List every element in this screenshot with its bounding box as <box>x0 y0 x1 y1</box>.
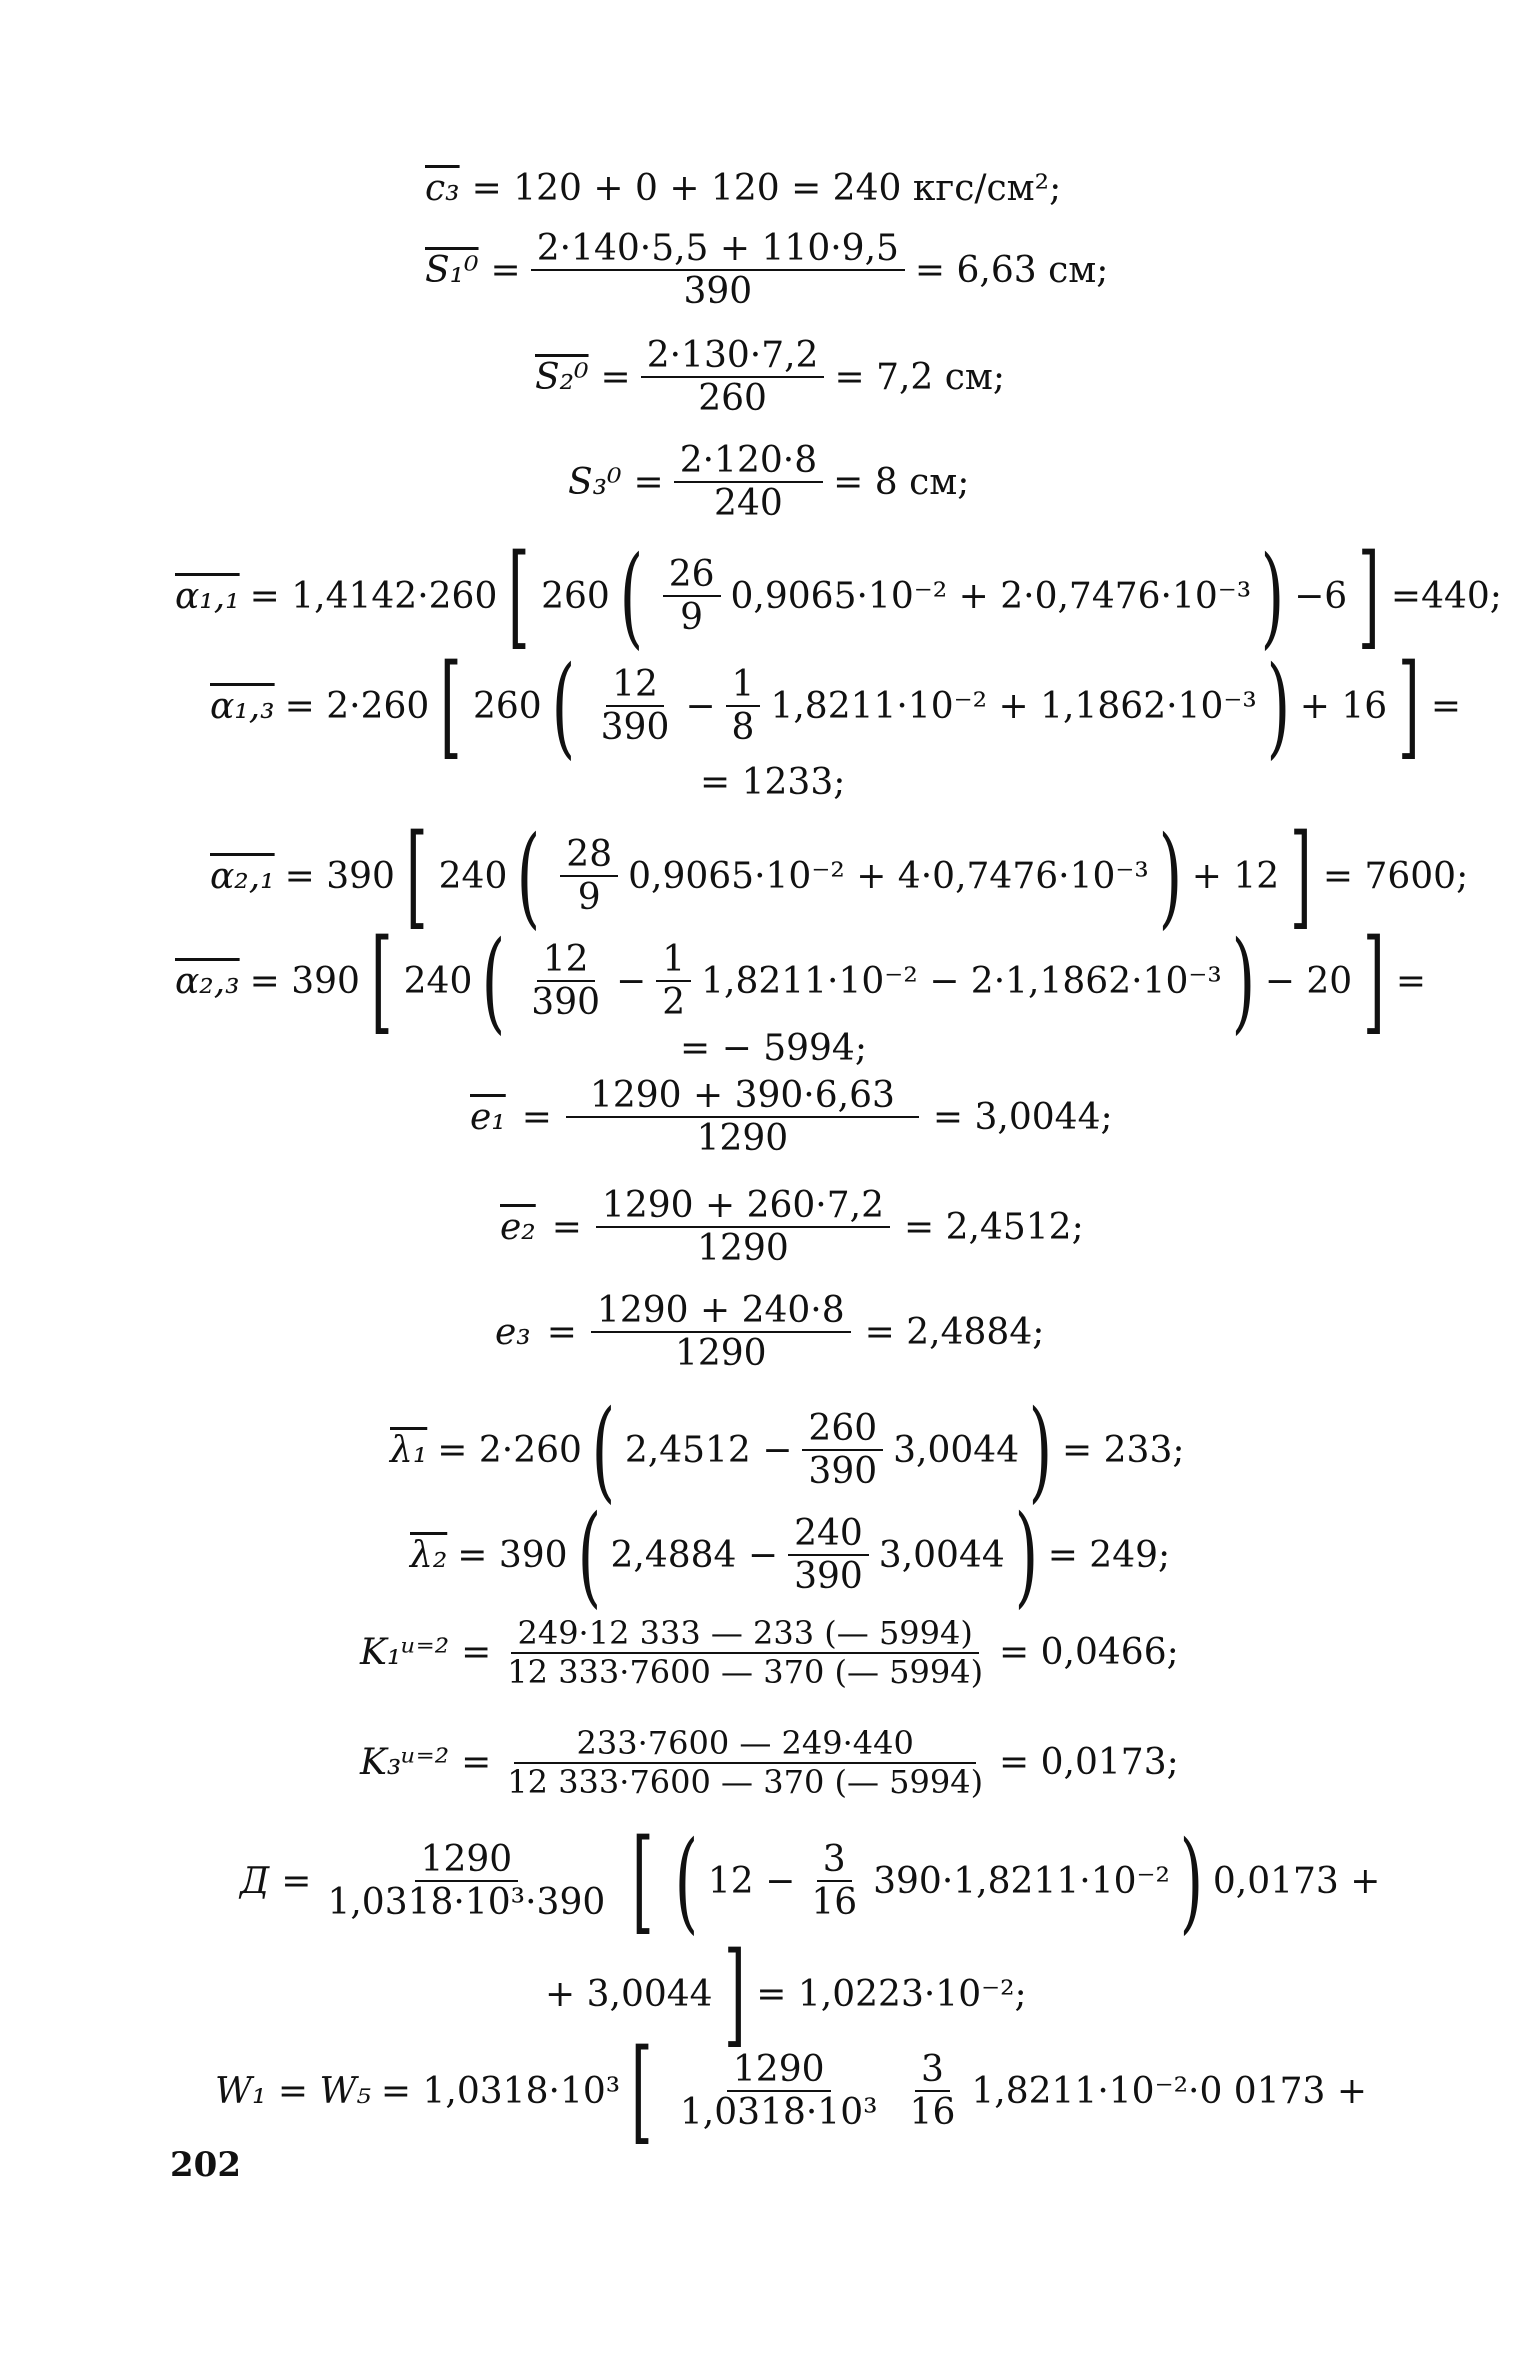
eq-term: = 390 <box>284 855 395 897</box>
numerator: 1290 + 260·7,2 <box>596 1185 890 1228</box>
right-paren: ) <box>1158 812 1183 940</box>
eq-sign: = <box>546 1311 577 1353</box>
right-paren: ) <box>1260 532 1285 660</box>
eq-rhs: = 120 + 0 + 120 = 240 кгс/см²; <box>471 168 1062 209</box>
numerator: 240 <box>788 1513 869 1556</box>
right-paren: ) <box>1014 1491 1039 1619</box>
eq-rhs: = 0,0173; <box>999 1742 1179 1784</box>
equation-e2 <box>500 1185 1084 1270</box>
equation-d <box>240 1816 1381 1946</box>
eq-lhs: e₂ <box>500 1206 536 1248</box>
eq-lhs: Д <box>240 1860 270 1902</box>
equation-s2 <box>535 335 1005 420</box>
fraction <box>501 1725 989 1801</box>
equation-e1 <box>470 1075 1113 1160</box>
eq-rhs: = 8 см; <box>833 461 970 503</box>
eq-rhs: = 1233; <box>700 762 846 803</box>
left-paren: ( <box>674 1817 699 1945</box>
denominator: 16 <box>811 1882 858 1923</box>
right-paren: ) <box>1266 642 1291 770</box>
eq-term: = 1,4142·260 <box>249 575 498 617</box>
eq-lhs: c₃ <box>425 168 460 209</box>
eq-term: 390·1,8211·10⁻² <box>873 1860 1170 1902</box>
fraction <box>595 664 676 749</box>
numerator: 249·12 333 — 233 (— 5994) <box>511 1615 978 1654</box>
eq-term: = 390 <box>249 960 360 1002</box>
fraction <box>788 1513 869 1598</box>
eq-sign: = <box>461 1742 492 1784</box>
fraction <box>560 834 618 919</box>
eq-term: = 1,0318·10³ <box>380 2070 621 2112</box>
numerator: 3 <box>915 2049 950 2092</box>
eq-lhs: S₁⁰ <box>425 249 479 291</box>
left-paren: ( <box>591 1386 616 1514</box>
left-paren: ( <box>517 812 541 940</box>
right-bracket: ] <box>1363 916 1385 1046</box>
fraction <box>566 1075 919 1160</box>
eq-operator: − <box>616 960 647 1002</box>
right-bracket: ] <box>1398 641 1420 771</box>
left-bracket: [ <box>631 2026 653 2156</box>
fraction <box>904 2049 962 2134</box>
eq-term: = 390 <box>457 1534 568 1576</box>
denominator: 390 <box>683 271 753 313</box>
denominator: 390 <box>600 707 670 748</box>
eq-operator: − <box>685 685 716 727</box>
denominator: 12 333·7600 — 370 (— 5994) <box>507 1652 984 1691</box>
eq-lhs: K₃ᵘ⁼² <box>360 1742 450 1784</box>
fraction <box>674 440 823 525</box>
eq-sign: = <box>521 1096 552 1138</box>
eq-rhs: = − 5994; <box>680 1028 867 1069</box>
eq-term: = 2·260 <box>437 1429 582 1471</box>
eq-rhs: = 0,0466; <box>999 1632 1179 1674</box>
eq-term: 240 <box>438 855 508 897</box>
denominator: 390 <box>794 1556 863 1597</box>
eq-term: = 2·260 <box>284 685 430 727</box>
eq-lhs: K₁ᵘ⁼² <box>360 1632 450 1674</box>
eq-term: 2,4512 − <box>624 1429 793 1471</box>
eq-rhs: = 1,0223·10⁻²; <box>756 1973 1027 2015</box>
numerator: 26 <box>663 554 721 597</box>
eq-rhs: 0,0173 + <box>1212 1860 1381 1902</box>
eq-lhs: e₁ <box>470 1096 506 1138</box>
eq-lhs: W₁ = W₅ <box>215 2070 371 2112</box>
denominator: 12 333·7600 — 370 (— 5994) <box>507 1762 984 1801</box>
eq-term: 260 <box>541 575 610 617</box>
equation-lambda1 <box>390 1386 1185 1514</box>
eq-term: − 20 <box>1264 960 1353 1002</box>
eq-lhs: S₂⁰ <box>535 356 589 398</box>
fraction <box>674 2049 884 2134</box>
eq-lhs: e₃ <box>495 1311 531 1353</box>
left-bracket: [ <box>370 916 393 1046</box>
eq-term: + 16 <box>1299 685 1388 727</box>
eq-lhs: λ₁ <box>390 1429 428 1471</box>
eq-rhs: = 3,0044; <box>932 1096 1113 1138</box>
eq-sign: = <box>633 461 664 503</box>
eq-term: 0,9065·10⁻² + 2·0,7476·10⁻³ <box>730 575 1252 617</box>
left-paren: ( <box>482 917 506 1045</box>
denominator: 1290 <box>697 1228 789 1270</box>
left-bracket: [ <box>405 811 428 941</box>
numerator: 12 <box>537 939 595 982</box>
fraction <box>641 335 825 420</box>
eq-lhs: λ₂ <box>410 1534 448 1576</box>
eq-sign: = <box>490 249 521 291</box>
equation-lambda2 <box>410 1491 1171 1619</box>
equation-alpha23 <box>175 916 1427 1046</box>
eq-term: −6 <box>1294 575 1348 617</box>
fraction <box>321 1839 611 1924</box>
eq-term: 240 <box>403 960 473 1002</box>
eq-term: 1,8211·10⁻²·0 0173 + <box>971 2070 1368 2112</box>
eq-lhs: α₁,₃ <box>210 685 275 727</box>
eq-rhs: = 7,2 см; <box>834 356 1006 398</box>
denominator: 260 <box>698 378 767 420</box>
right-paren: ) <box>1179 1817 1204 1945</box>
equation-alpha11 <box>175 531 1502 661</box>
equation-c3 <box>425 168 1061 209</box>
equation-e3 <box>495 1290 1044 1375</box>
eq-rhs: = 7600; <box>1322 855 1469 897</box>
fraction <box>591 1290 851 1375</box>
right-bracket: ] <box>1290 811 1312 941</box>
numerator: 1290 + 390·6,63 <box>566 1075 919 1118</box>
eq-term: + 3,0044 <box>545 1973 713 2015</box>
equation-continuation <box>545 1929 1027 2059</box>
eq-term: 1,8211·10⁻² − 2·1,1862·10⁻³ <box>701 960 1222 1002</box>
eq-term: 2,4884 − <box>610 1534 779 1576</box>
eq-sign: = <box>461 1632 492 1674</box>
eq-rhs: = 249; <box>1047 1534 1171 1576</box>
denominator: 1,0318·10³·390 <box>327 1882 606 1923</box>
equation-alpha21 <box>210 811 1469 941</box>
right-bracket: ] <box>1358 531 1380 661</box>
equation-k1 <box>360 1615 1179 1691</box>
equation-k3 <box>360 1725 1179 1801</box>
eq-rhs: = 6,63 см; <box>914 249 1109 291</box>
numerator: 1290 <box>727 2049 831 2092</box>
denominator: 390 <box>531 982 601 1023</box>
fraction <box>596 1185 890 1270</box>
numerator: 233·7600 — 249·440 <box>514 1725 975 1764</box>
fraction <box>726 664 761 749</box>
right-paren: ) <box>1028 1386 1053 1514</box>
left-bracket: [ <box>508 531 531 661</box>
fraction <box>802 1408 883 1493</box>
fraction <box>663 554 721 639</box>
equation-s3 <box>568 440 969 525</box>
right-paren: ) <box>1231 917 1256 1045</box>
eq-term: 0,9065·10⁻² + 4·0,7476·10⁻³ <box>628 855 1149 897</box>
denominator: 16 <box>909 2092 956 2133</box>
equation-w1 <box>215 2026 1368 2156</box>
numerator: 2·130·7,2 <box>641 335 825 378</box>
eq-sign: = <box>551 1206 582 1248</box>
numerator: 2·140·5,5 + 110·9,5 <box>531 228 905 271</box>
left-bracket: [ <box>632 1816 655 1946</box>
eq-rhs: = <box>1430 685 1462 727</box>
eq-rhs: = <box>1395 960 1427 1002</box>
equation-s1 <box>425 228 1108 313</box>
eq-lhs: S₃⁰ <box>568 461 622 503</box>
denominator: 8 <box>731 707 755 748</box>
eq-sign: = <box>600 356 631 398</box>
eq-rhs: = 233; <box>1062 1429 1185 1471</box>
fraction <box>656 939 691 1024</box>
numerator: 2·120·8 <box>674 440 823 483</box>
numerator: 1 <box>726 664 761 707</box>
eq-sign: = <box>281 1860 312 1902</box>
eq-rhs: =440; <box>1390 575 1502 617</box>
numerator: 28 <box>560 834 618 877</box>
fraction <box>805 1839 863 1924</box>
eq-term: 1,8211·10⁻² + 1,1862·10⁻³ <box>770 685 1257 727</box>
denominator: 1,0318·10³ <box>679 2092 878 2133</box>
denominator: 1290 <box>674 1333 767 1375</box>
numerator: 12 <box>606 664 664 707</box>
left-paren: ( <box>619 532 644 660</box>
denominator: 390 <box>808 1451 878 1492</box>
numerator: 1290 + 240·8 <box>591 1290 851 1333</box>
page-number: 202 <box>170 2145 241 2185</box>
left-bracket: [ <box>440 641 463 771</box>
eq-term: 3,0044 <box>878 1534 1005 1576</box>
numerator: 1290 <box>415 1839 519 1882</box>
numerator: 3 <box>817 1839 852 1882</box>
denominator: 2 <box>662 982 686 1023</box>
fraction <box>525 939 606 1024</box>
equation-continuation <box>700 762 845 803</box>
eq-term: + 12 <box>1191 855 1280 897</box>
denominator: 9 <box>577 877 601 918</box>
eq-rhs: = 2,4884; <box>864 1311 1045 1353</box>
eq-lhs: α₂,₁ <box>210 855 275 897</box>
denominator: 1290 <box>696 1118 789 1160</box>
eq-term: 12 − <box>707 1860 796 1902</box>
equation-continuation <box>680 1028 867 1069</box>
numerator: 260 <box>802 1408 883 1451</box>
eq-term: 260 <box>473 685 542 727</box>
eq-rhs: = 2,4512; <box>904 1206 1084 1248</box>
fraction <box>531 228 905 313</box>
eq-term: 3,0044 <box>893 1429 1020 1471</box>
eq-lhs: α₁,₁ <box>175 575 240 617</box>
equation-alpha13 <box>210 641 1462 771</box>
numerator: 1 <box>656 939 691 982</box>
denominator: 9 <box>680 597 704 638</box>
fraction <box>501 1615 989 1691</box>
right-bracket: ] <box>723 1929 746 2059</box>
left-paren: ( <box>551 642 575 770</box>
eq-lhs: α₂,₃ <box>175 960 240 1002</box>
left-paren: ( <box>577 1491 601 1619</box>
denominator: 240 <box>714 483 783 525</box>
